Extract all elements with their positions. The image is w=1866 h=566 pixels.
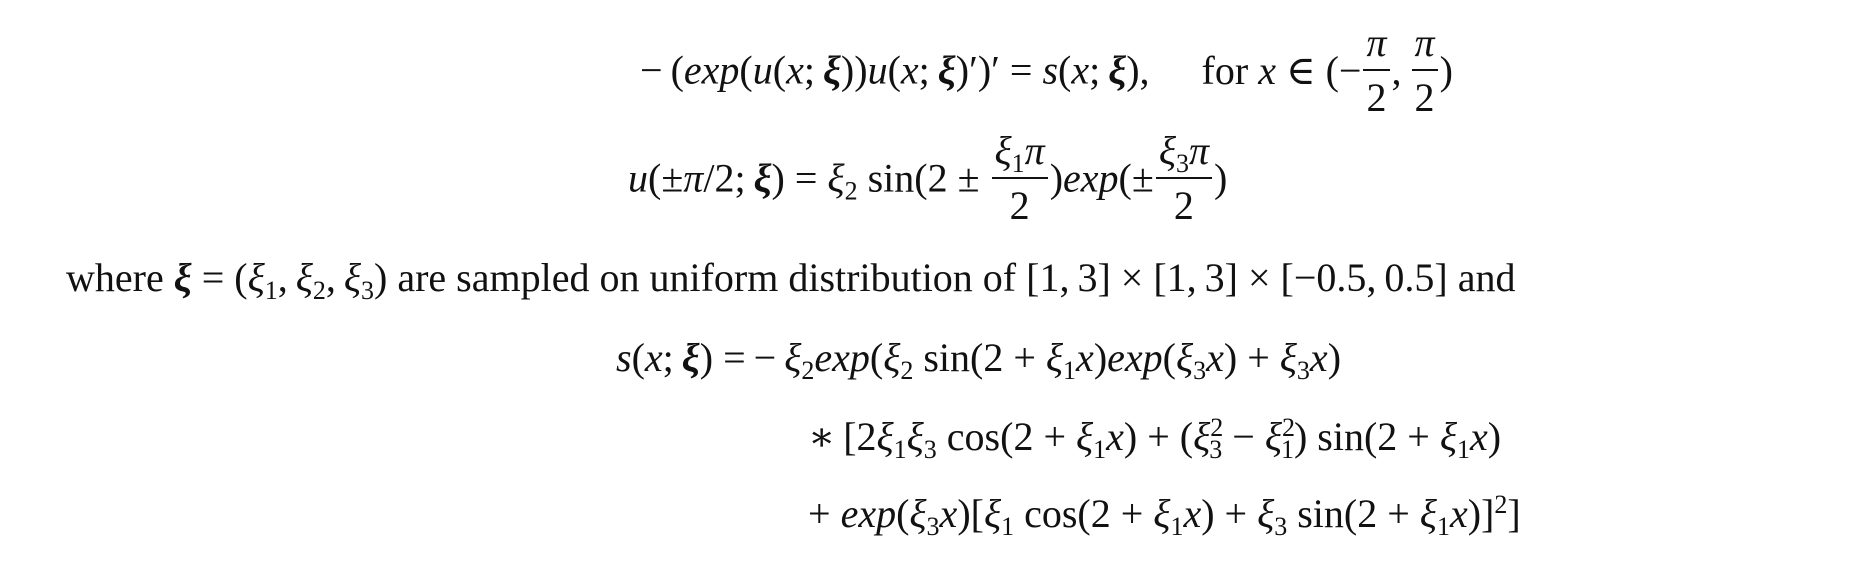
source-term-line-2: ∗ [$2\xi_1\xi_3$ $\cos(2 + \xi_1x) + (\xi^2_3 - \xi^2_1)$ $\sin(2 + \xi_1x)$ xyxy=(808,413,1502,464)
where-clause: where $\xi = (\xi_1$, $\xi_2$, $\xi_3$) are sampled on uniform distribution of [1, 3] × [1, 3] × [−0.5, 0.5] and xyxy=(66,255,1516,305)
source-term-line-1: s(x; ξ) = − $\xi_2\exp(\xi_2$ $\sin(2 + \xi_1x)\exp(\xi_3x) + \xi_3x$) xyxy=(616,335,1342,385)
boundary-condition: u(±π/2; $\xi) = \xi_2$ sin(2 ± $\frac{\xi_1\pi}{2}$ )exp(± $\frac{\xi_3\pi}{2}$ ) xyxy=(628,128,1228,228)
source-term-line-3: + $\exp(\xi_3x)[\xi_1$ $\cos(2 + \xi_1x) + \xi_3$ $\sin(2 + \xi_1x)]^2$] xyxy=(808,490,1521,541)
pde-equation: − (exp(u(x; ξ))u(x; ξ)′)′ = s(x; ξ), for x ∈ (− $\frac{\pi}{2}$ , $\frac{\pi}{2}$ ) xyxy=(640,20,1453,120)
pde-condition: for x ∈ (− $\frac{\pi}{2}$ , $\frac{\pi}{2}$ ) xyxy=(1201,20,1453,120)
